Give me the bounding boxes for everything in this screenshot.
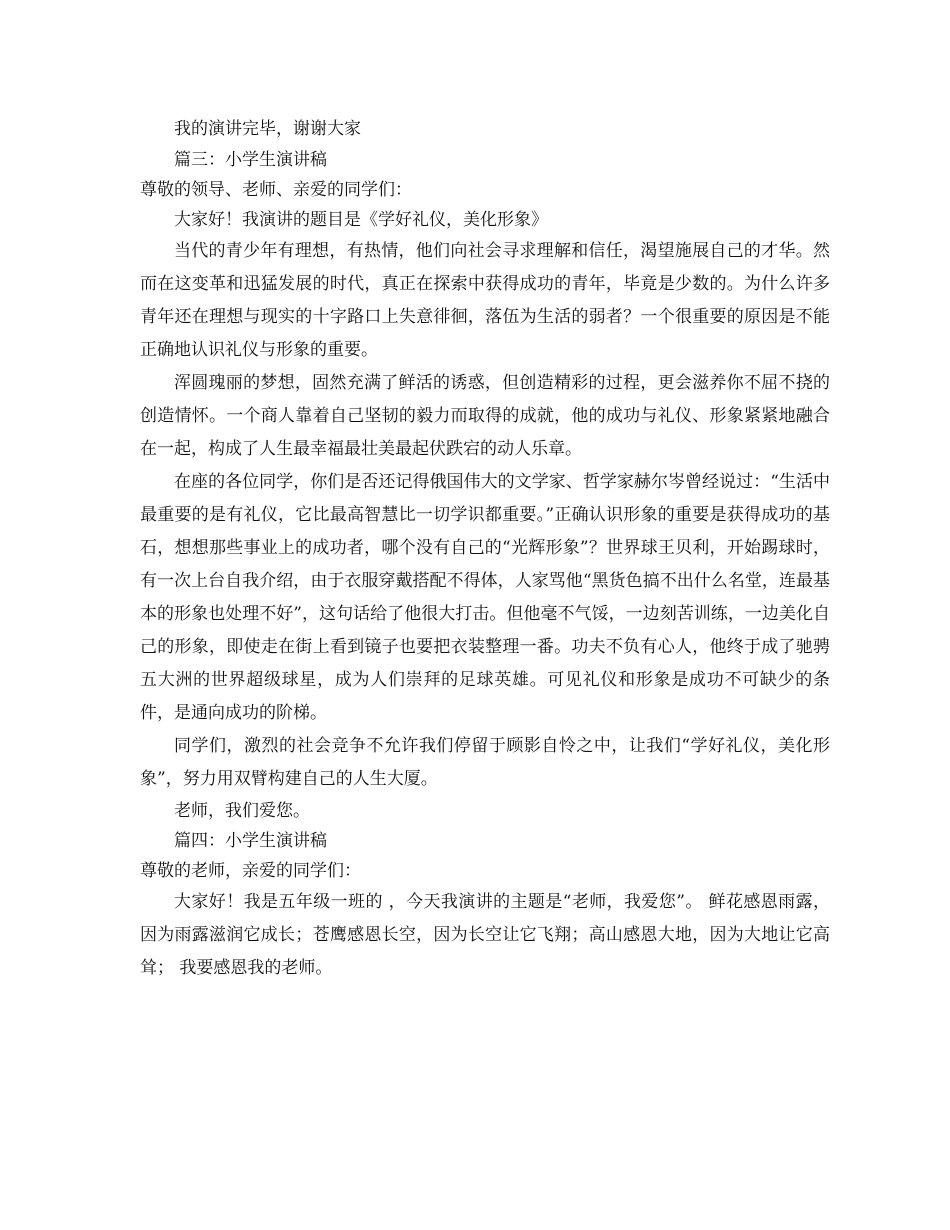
paragraph-4-1: 大家好！我是五年级一班的 ，今天我演讲的主题是“老师，我爱您”。 鲜花感恩雨露，因为雨露滋润它成长；苍鹰感恩长空，因为长空让它飞翔；高山感恩大地，因为大地让它高耸； 我要感恩我的老师。 [140, 892, 830, 978]
document-body [140, 114, 830, 985]
closing-line-3: 老师，我们爱您。 [174, 801, 310, 821]
paragraph-3-3: 在座的各位同学，你们是否还记得俄国伟大的文学家、哲学家赫尔岑曾经说过：“生活中最重要的是有礼仪，它比最高智慧比一切学识都重要。”正确认识形象的重要是获得成功的基石，想想那些事业上的成功者，哪个没有自己的“光辉形象”？世界球王贝利，开始踢球时，有一次上台自我介绍，由于衣服穿戴搭配不得体，人家骂他“黑货色搞不出什么名堂，连最基本的形象也处理不好”，这句话给了他很大打击。但他毫不气馁，一边刻苦训练，一边美化自己的形象，即使走在街上看到镜子也要把衣装整理一番。功夫不负有心人，他终于成了驰骋五大洲的世界超级球星，成为人们崇拜的足球英雄。可见礼仪和形象是成功不可缺少的条件，是通向成功的阶梯。 [140, 472, 830, 723]
paragraph-3-1: 当代的青少年有理想，有热情，他们向社会寻求理解和信任，渴望施展自己的才华。然而在这变革和迅猛发展的时代，真正在探索中获得成功的青年，毕竟是少数的。为什么许多青年还在理想与现实的十字路口上失意徘徊，落伍为生活的弱者？一个很重要的原因是不能正确地认识礼仪与形象的重要。 [140, 241, 830, 360]
closing-line: 我的演讲完毕，谢谢大家 [174, 119, 361, 139]
paragraph-3-4: 同学们，激烈的社会竞争不允许我们停留于顾影自怜之中，让我们“学好礼仪，美化形象”，努力用双臂构建自己的人生大厦。 [140, 736, 830, 789]
section-heading-3: 篇三：小学生演讲稿 [174, 150, 327, 170]
section-heading-4: 篇四：小学生演讲稿 [174, 831, 327, 851]
salutation-4: 尊敬的老师，亲爱的同学们： [140, 861, 361, 881]
salutation-3: 尊敬的领导、老师、亲爱的同学们： [140, 180, 412, 200]
paragraph-3-2: 浑圆瑰丽的梦想，固然充满了鲜活的诱惑，但创造精彩的过程，更会滋养你不屈不挠的创造情怀。一个商人靠着自己坚韧的毅力而取得的成就，他的成功与礼仪、形象紧紧地融合在一起，构成了人生最幸福最壮美最起伏跌宕的动人乐章。 [140, 373, 830, 459]
greeting-3: 大家好！我演讲的题目是《学好礼仪，美化形象》 [174, 210, 548, 230]
